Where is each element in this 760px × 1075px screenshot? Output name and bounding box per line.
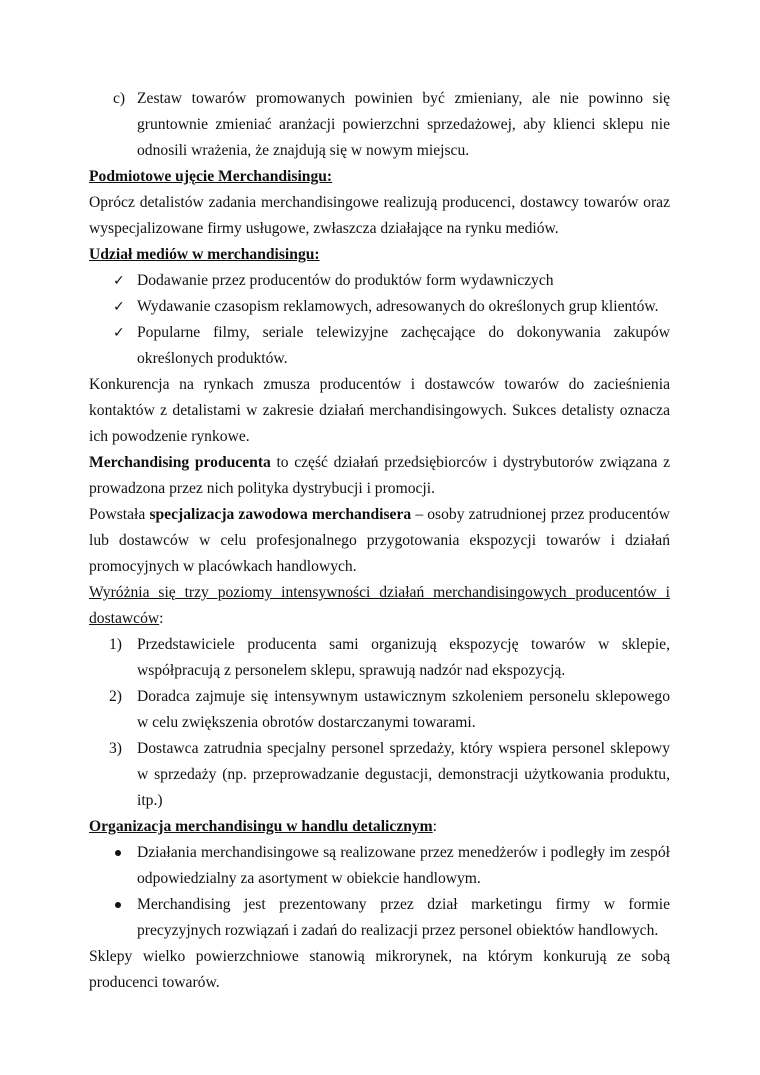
- checkmark-icon: ✓: [113, 273, 125, 289]
- list-item-text: Popularne filmy, seriale telewizyjne zachęcające do dokonywania zakupów określonych produktów.: [137, 324, 670, 367]
- numbered-list-item: [89, 632, 670, 684]
- bold-term: specjalizacja zawodowa merchandisera: [149, 506, 412, 523]
- bullet-list-item: [89, 892, 670, 944]
- checkmark-icon: ✓: [113, 299, 125, 315]
- numbered-list-item: [89, 736, 670, 814]
- heading-organizacja: [89, 814, 670, 840]
- bullet-icon: [115, 850, 121, 856]
- list-marker: c): [113, 90, 126, 107]
- list-item-text: Merchandising jest prezentowany przez dział marketingu firmy w formie precyzyjnych rozwiązań i zadań do realizacji przez personel obiektów handlowych.: [137, 896, 670, 939]
- paragraph-sklepy: Sklepy wielko powierzchniowe stanowią mikrorynek, na którym konkurują ze sobą producenci towarów.: [89, 948, 670, 991]
- paragraph-poziomy: [89, 580, 670, 632]
- list-item-text: Dodawanie przez producentów do produktów form wydawniczych: [137, 272, 554, 289]
- list-marker: 2): [109, 688, 122, 705]
- heading-podmiotowe: Podmiotowe ujęcie Merchandisingu:: [89, 168, 333, 185]
- list-item-text: Działania merchandisingowe są realizowane przez menedżerów i podległy im zespół odpowiedzialny za asortyment w obiekcie handlowym.: [137, 844, 670, 887]
- list-item-text: Doradca zajmuje się intensywnym ustawicznym szkoleniem personelu sklepowego w celu zwiększenia obrotów dostarczanymi towarami.: [137, 688, 670, 731]
- numbered-list-item: [89, 684, 670, 736]
- list-item-text: Przedstawiciele producenta sami organizują ekspozycję towarów w sklepie, współpracują z personelem sklepu, sprawują nadzór nad ekspozycją.: [137, 636, 670, 679]
- paragraph-merchandising-producenta: [89, 450, 670, 502]
- underlined-heading: Organizacja merchandisingu w handlu detalicznym: [89, 818, 433, 835]
- paragraph-text: Powstała: [89, 506, 150, 523]
- check-list-item: [89, 268, 670, 294]
- list-marker: 1): [109, 636, 122, 653]
- bold-term: Merchandising producenta: [89, 454, 271, 471]
- paragraph-text: – osoby zatrudnionej przez producentów lub dostawców w celu profesjonalnego przygotowania ekspozycji towarów i działań promocyjnych w placówkach handlowych.: [89, 506, 670, 575]
- suffix-text: :: [432, 818, 438, 835]
- list-item-text: Zestaw towarów promowanych powinien być zmieniany, ale nie powinno się gruntownie zmieniać aranżacji powierzchni sprzedażowej, aby klienci sklepu nie odnosili wrażenia, że znajdują się w nowym miejscu.: [137, 90, 670, 159]
- paragraph-text: to część działań przedsiębiorców i dystrybutorów związana z prowadzona przez nich polityka dystrybucji i promocji.: [89, 454, 670, 497]
- paragraph-konkurencja: Konkurencja na rynkach zmusza producentów i dostawców towarów do zacieśnienia kontaktów z detalistami w zakresie działań merchandisingowych. Sukces detalisty oznacza ich powodzenie rynkowe.: [89, 376, 670, 445]
- paragraph-podmiotowe: Oprócz detalistów zadania merchandisingowe realizują producenci, dostawcy towarów oraz wyspecjalizowane firmy usługowe, zwłaszcza działające na rynku mediów.: [89, 194, 670, 237]
- document-page: [89, 86, 670, 996]
- suffix-text: :: [159, 610, 164, 627]
- heading-udzial-mediow: Udział mediów w merchandisingu:: [89, 246, 320, 263]
- check-list-item: [89, 294, 670, 320]
- checkmark-icon: ✓: [113, 325, 125, 341]
- paragraph-specjalizacja: [89, 502, 670, 580]
- list-item-text: Wydawanie czasopism reklamowych, adresowanych do określonych grup klientów.: [137, 298, 659, 315]
- bullet-icon: [115, 902, 121, 908]
- list-item-text: Dostawca zatrudnia specjalny personel sprzedaży, który wspiera personel sklepowy w sprzedaży (np. przeprowadzanie degustacji, demonstracji użytkowania produktu, itp.): [137, 740, 670, 809]
- underlined-text: Wyróżnia się trzy poziomy intensywności działań merchandisingowych producentów i dostawców: [89, 584, 670, 627]
- bullet-list-item: [89, 840, 670, 892]
- list-marker: 3): [109, 740, 122, 757]
- list-item-c: [89, 86, 670, 164]
- check-list-item: [89, 320, 670, 372]
